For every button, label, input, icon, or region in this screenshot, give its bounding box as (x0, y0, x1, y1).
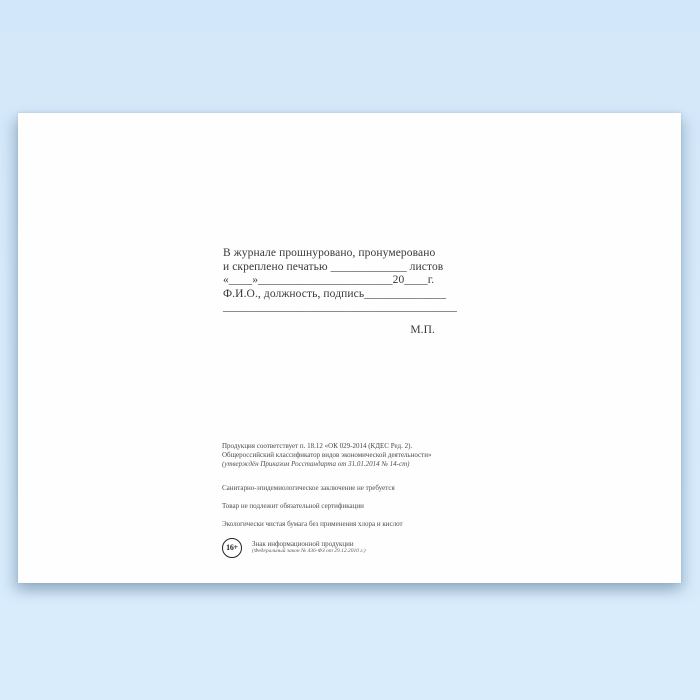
compliance-line-3: (утверждён Приказом Росстандарта от 31.01.2014 № 14-ст) (222, 460, 410, 469)
stamp-line-2: и скреплено печатью _____________ листов (223, 260, 444, 273)
binding-certification-block (223, 247, 457, 338)
age-16-plus-icon: 16+ (222, 538, 242, 558)
note-certification: Товар не подлежит обязательной сертификации (222, 501, 364, 510)
note-sanitary: Санитарно-эпидемиологическое заключение не требуется (222, 483, 395, 492)
compliance-paragraph (222, 442, 482, 470)
compliance-line-2: Общероссийский классификатор видов экономической деятельности» (222, 451, 432, 460)
age-mark-title: Знак информационной продукции (252, 539, 354, 548)
stamp-line-1: В журнале прошнуровано, пронумеровано (223, 247, 436, 259)
stamp-line-3-date: «____»_______________________20____г. (223, 274, 435, 287)
journal-back-page (18, 113, 681, 583)
age-mark-text (252, 540, 366, 556)
age-mark-law: (Федеральный закон № 436-ФЗ от 29.12.2010 г.) (252, 548, 366, 555)
seal-place-abbreviation: М.П. (410, 323, 435, 336)
product-info-block (222, 442, 482, 558)
compliance-line-1: Продукция соответствует п. 18.12 «ОК 029-2014 (КДЕС Ред. 2). (222, 442, 413, 450)
stamp-line-4-signature: Ф.И.О., должность, подпись______________ (223, 287, 447, 300)
stamp-line-5-blank: ________________________________________ (223, 301, 457, 314)
note-eco-paper: Экологически чистая бумага без применения хлора и кислот (222, 519, 403, 528)
age-mark-row (222, 538, 482, 558)
